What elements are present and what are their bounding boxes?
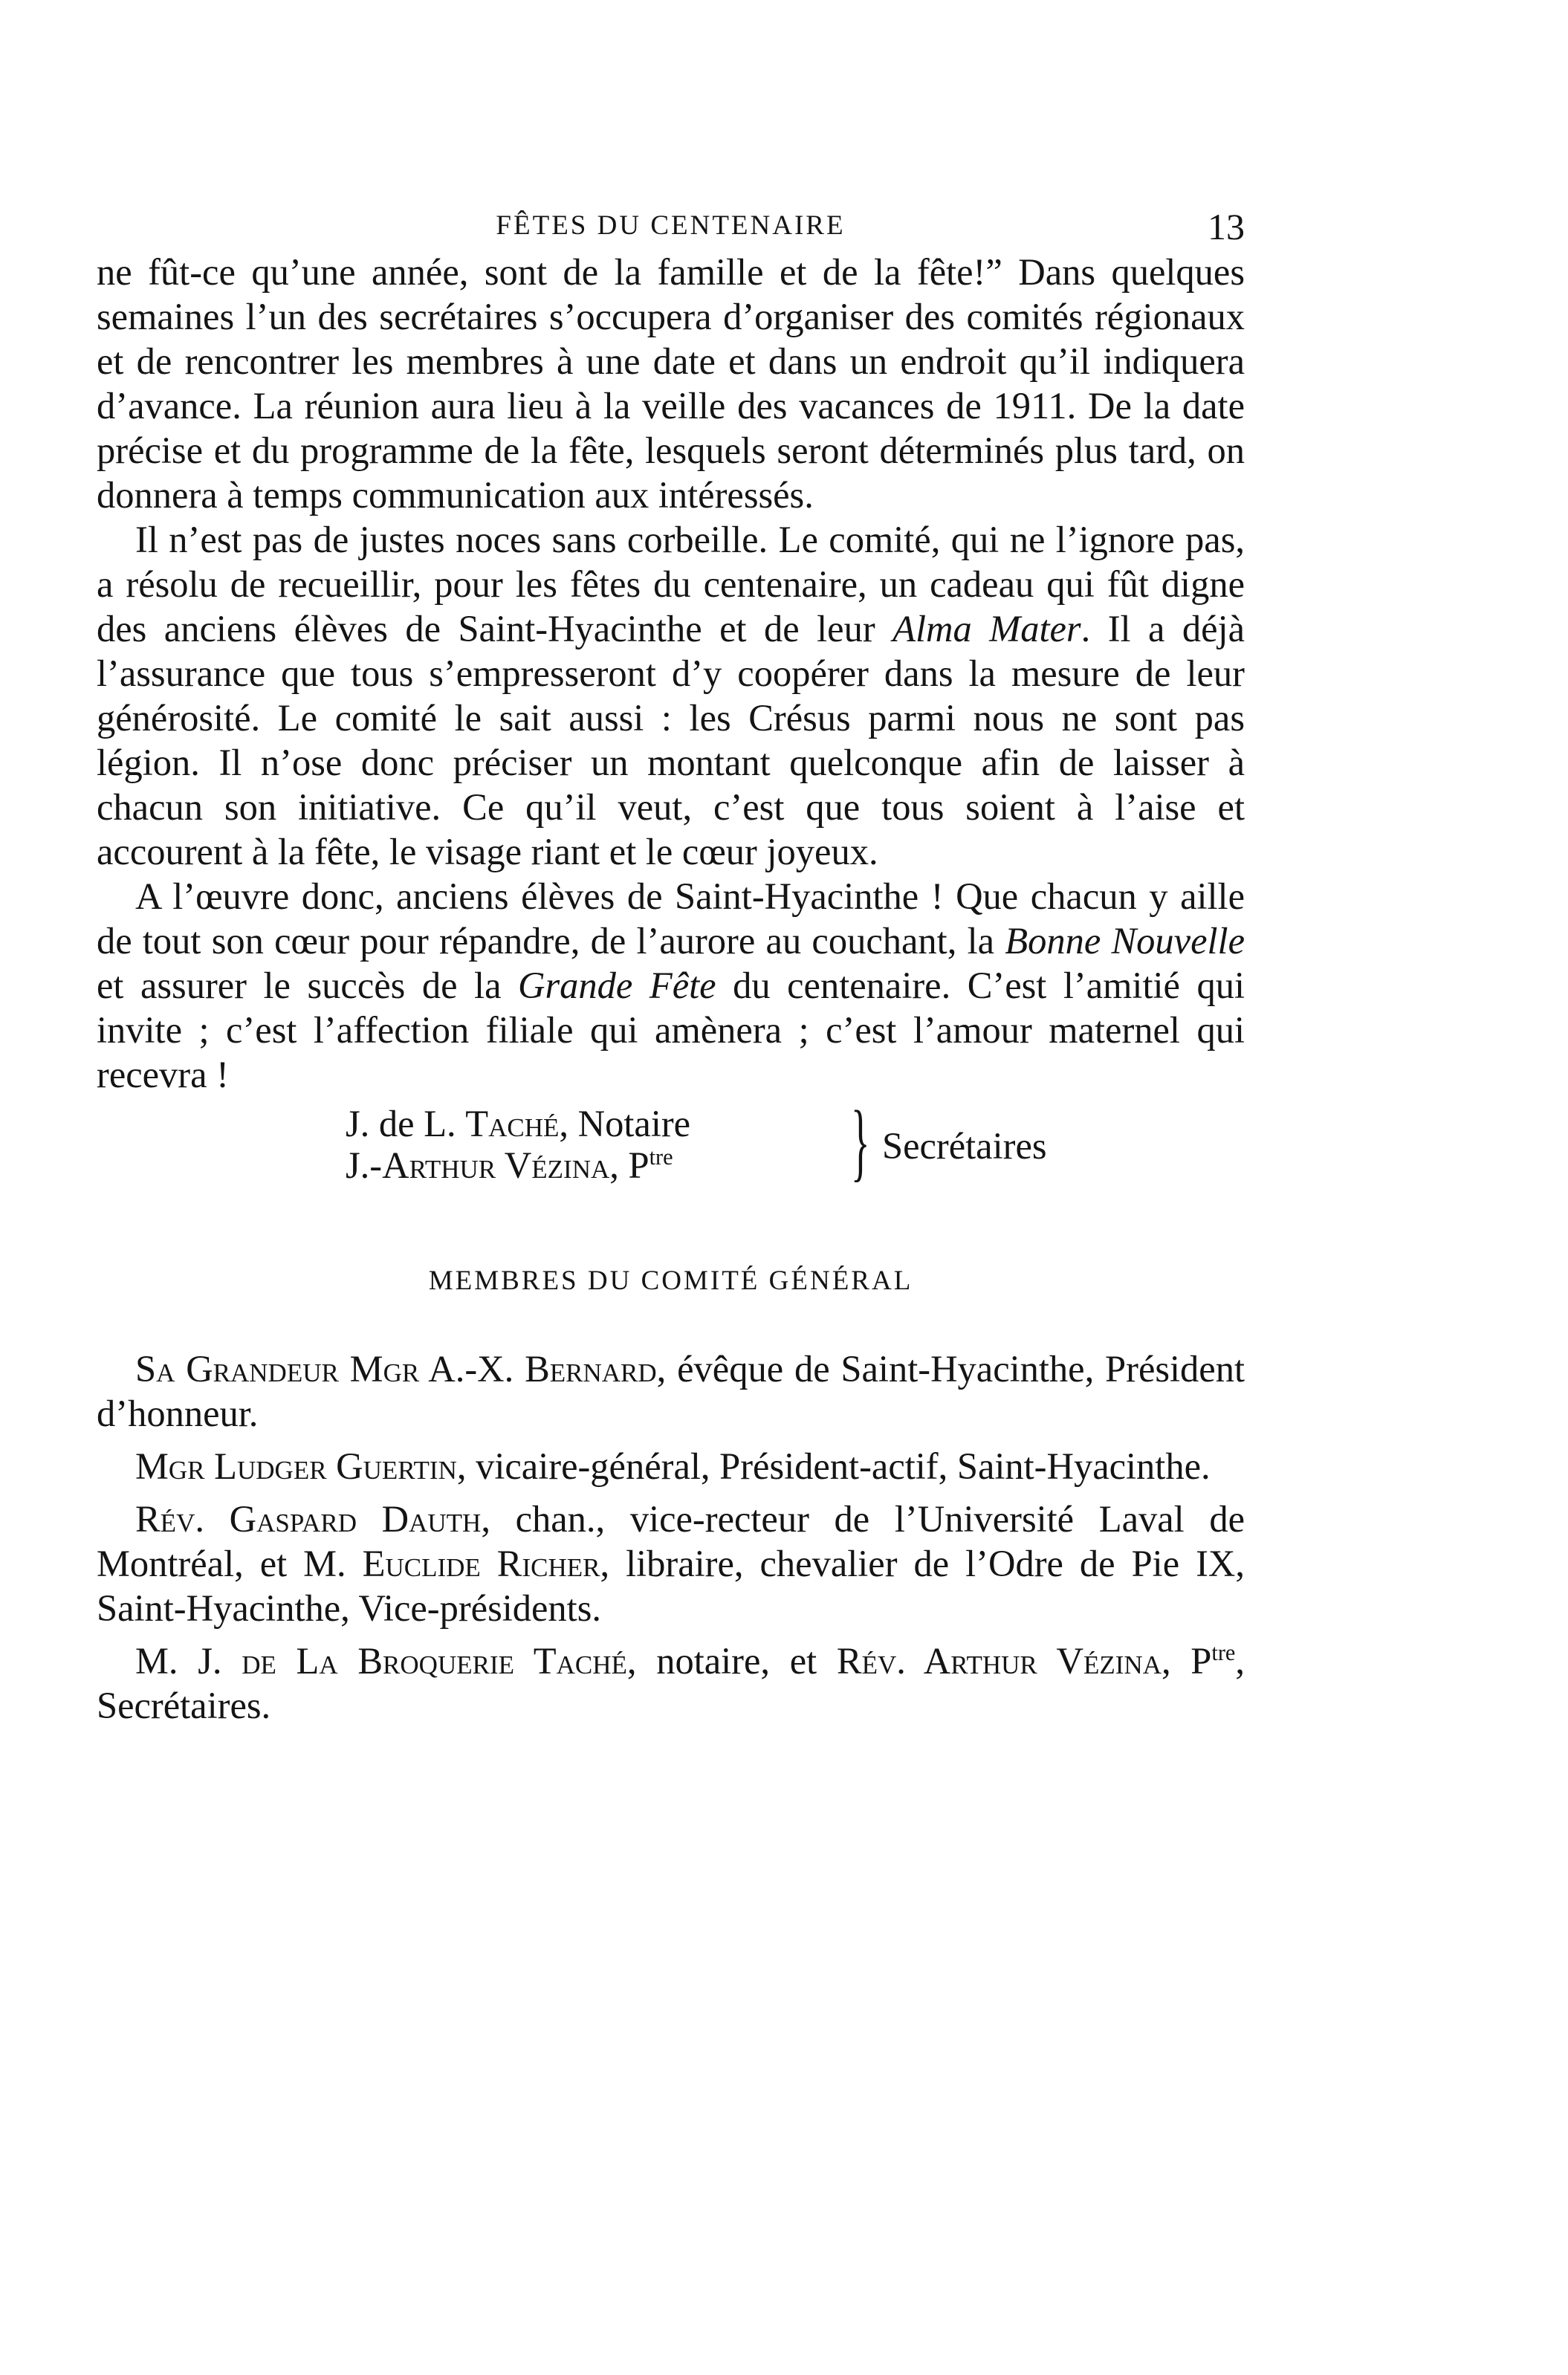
smallcaps-name: Mgr Ludger Guertin: [135, 1445, 457, 1487]
smallcaps-name: M. J. de La Broquerie Taché: [135, 1640, 627, 1682]
text-run: J. de L.: [346, 1103, 466, 1144]
signature-block: [346, 1092, 1245, 1190]
italic-grande-fete: Grande Fête: [518, 965, 716, 1006]
text-run: , libraire, chevalier de l’Odre de Pie IX, Saint-Hyacinthe, Vice-présidents.: [97, 1543, 1245, 1629]
superscript: tre: [649, 1144, 673, 1170]
committee-members: [97, 1347, 1245, 1728]
text-run: , évêque de Saint-Hyacinthe, Président d’honneur.: [97, 1348, 1245, 1434]
smallcaps-name: Rév. Arthur Vézina: [836, 1640, 1162, 1682]
member-bernard: [97, 1347, 1245, 1436]
text-run: , Secrétaires.: [97, 1640, 1245, 1726]
brace-symbol: }: [851, 1092, 870, 1190]
text-run: . Il a déjà l’assurance que tous s’empresseront d’y coopérer dans la mesure de leur générosité. Le comité le sait aussi : les Crésus parmi nous ne sont pas légion. Il n’ose donc préciser un montant quelconque afin de laisser à chacun son initiative. Ce qu’il veut, c’est que tous soient à l’aise et accourent à la fête, le visage riant et le cœur joyeux.: [97, 608, 1245, 872]
smallcaps-name: Sa Grandeur Mgr A.-X. Bernard: [135, 1348, 657, 1390]
smallcaps-name: Rév. Gaspard Dauth: [135, 1498, 482, 1540]
text-run: , chan., vice-recteur de l’Université Laval de Montréal, et M.: [97, 1498, 1245, 1584]
body-text: [97, 250, 1245, 1736]
paragraph-appeal: [97, 874, 1245, 1097]
smallcaps-name: Euclide Richer: [362, 1543, 600, 1584]
signature-names: [346, 1103, 690, 1186]
text-run: Il n’est pas de justes noces sans corbeille. Le comité, qui ne l’ignore pas, a résolu de recueillir, pour les fêtes du centenaire, un cadeau qui fût digne des anciens élèves de Saint-Hyacinthe et de leur: [97, 519, 1245, 649]
text-run: , P: [1161, 1640, 1212, 1682]
page-number: 13: [1208, 206, 1245, 247]
italic-alma-mater: Alma Mater: [892, 608, 1081, 649]
smallcaps-name: Arthur Vézina: [382, 1144, 610, 1186]
text-run: , vicaire-général, Président-actif, Saint-Hyacinthe.: [456, 1445, 1211, 1487]
section-heading: MEMBRES DU COMITÉ GÉNÉRAL: [428, 1266, 913, 1296]
text-run: J.-: [346, 1144, 383, 1186]
signature-line-tache: [346, 1103, 690, 1144]
text-run: , P: [609, 1144, 649, 1186]
text-run: A l’œuvre donc, anciens élèves de Saint-Hyacinthe ! Que chacun y aille de tout son cœur pour répandre, de l’aurore au couchant, la: [97, 875, 1245, 962]
member-tache-vezina: [97, 1639, 1245, 1728]
text-run: du centenaire. C’est l’amitié qui invite ; c’est l’affection filiale qui amènera ; c’est l’amour maternel qui recevra !: [97, 965, 1245, 1095]
text-run: , notaire, et: [626, 1640, 837, 1682]
superscript: tre: [1211, 1640, 1236, 1666]
signature-role: Secrétaires: [882, 1125, 1047, 1167]
paragraph-corbeille: [97, 517, 1245, 874]
member-dauth-richer: [97, 1497, 1245, 1630]
smallcaps-name: Taché: [465, 1103, 560, 1144]
text-run: et assurer le succès de la: [97, 965, 519, 1006]
text-run: , Notaire: [559, 1103, 691, 1144]
running-title: FÊTES DU CENTENAIRE: [496, 210, 846, 241]
paragraph-continuation: ne fût-ce qu’une année, sont de la famille et de la fête!” Dans quelques semaines l’un des secrétaires s’occupera d’organiser des comités régionaux et de rencontrer les membres à une date et dans un endroit qu’il indiquera d’avance. La réunion aura lieu à la veille des vacances de 1911. De la date précise et du programme de la fête, lesquels seront déterminés plus tard, on donnera à temps communication aux intéressés.: [97, 251, 1245, 516]
member-guertin: [97, 1444, 1245, 1488]
running-head: [97, 206, 1245, 254]
italic-bonne-nouvelle: Bonne Nouvelle: [1005, 920, 1245, 962]
signature-line-vezina: [346, 1144, 690, 1186]
